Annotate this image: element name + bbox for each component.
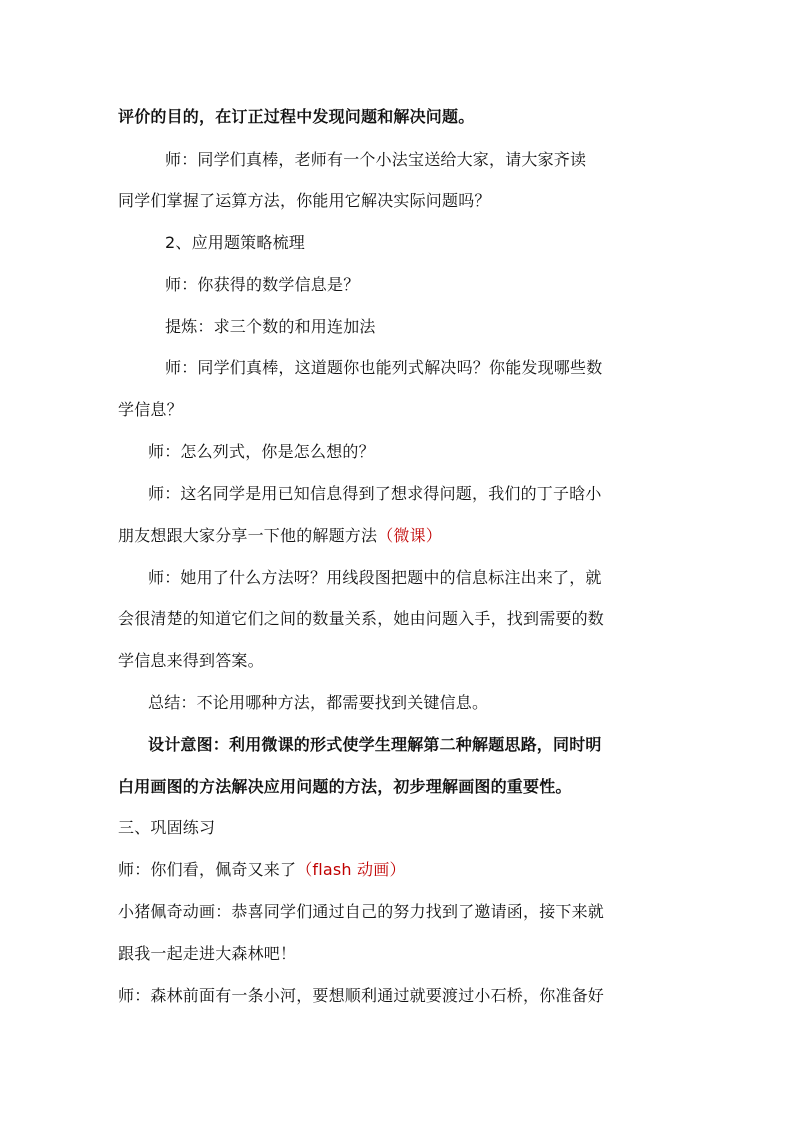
section-heading: 2、应用题策略梳理: [165, 233, 305, 252]
design-intent-line: 白用画图的方法解决应用问题的方法，初步理解画图的重要性。: [118, 777, 572, 796]
paragraph-line: 师：森林前面有一条小河，要想顺利通过就要渡过小石桥，你准备好: [118, 986, 605, 1005]
paragraph-line: 提炼：求三个数的和用连加法: [165, 317, 376, 336]
paragraph-line: 小猪佩奇动画：恭喜同学们通过自己的努力找到了邀请函，接下来就: [118, 902, 605, 921]
flash-animation-note: （flash 动画）: [296, 860, 406, 879]
paragraph-line: 师：同学们真棒，老师有一个小法宝送给大家，请大家齐读: [165, 150, 587, 169]
paragraph-line: 跟我一起走进大森林吧！: [118, 944, 297, 963]
paragraph-line: 总结：不论用哪种方法，都需要找到关键信息。: [148, 693, 489, 712]
section-heading: 三、巩固练习: [118, 818, 216, 837]
paragraph-line: 评价的目的，在订正过程中发现问题和解决问题。: [118, 107, 475, 126]
paragraph-line: 学信息来得到答案。: [118, 651, 264, 670]
paragraph-line: 师：怎么列式，你是怎么想的？: [148, 442, 375, 461]
paragraph-line: 朋友想跟大家分享一下他的解题方法（微课）: [118, 526, 443, 545]
paragraph-line: 师：你获得的数学信息是？: [165, 275, 360, 294]
paragraph-line: 学信息？: [118, 400, 183, 419]
paragraph-line: 师：她用了什么方法呀？用线段图把题中的信息标注出来了，就: [148, 568, 602, 587]
paragraph-line: 师：同学们真棒，这道题你也能列式解决吗？你能发现哪些数: [165, 358, 603, 377]
paragraph-line: 师：这名同学是用已知信息得到了想求得问题，我们的丁子晗小: [148, 484, 602, 503]
micro-lesson-note: （微课）: [377, 526, 443, 545]
paragraph-line: 同学们掌握了运算方法，你能用它解决实际问题吗？: [118, 191, 491, 210]
paragraph-line: 会很清楚的知道它们之间的数量关系，她由问题入手，找到需要的数: [118, 609, 605, 628]
design-intent-line: 设计意图：利用微课的形式使学生理解第二种解题思路，同时明: [148, 735, 602, 754]
paragraph-line: 师：你们看，佩奇又来了（flash 动画）: [118, 860, 406, 879]
